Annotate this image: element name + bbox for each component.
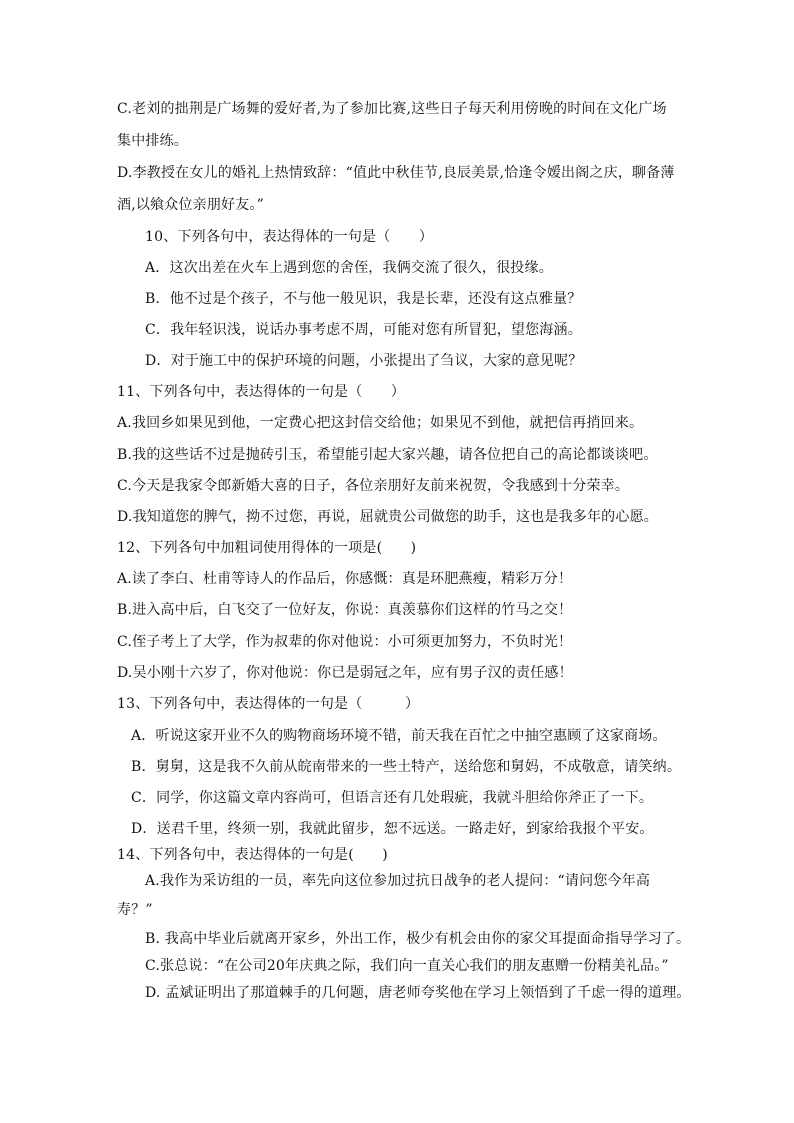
question-10: 10、下列各句中，表达得体的一句是（ ）	[145, 229, 434, 245]
option-a: A.读了李白、杜甫等诗人的作品后，你感慨：真是环肥燕瘦，精彩万分！	[117, 571, 573, 587]
option-a: A.我作为采访组的一员，率先向这位参加过抗日战争的老人提问：“请问您今年高	[145, 873, 651, 889]
option-c: C.张总说：“在公司20年庆典之际，我们向一直关心我们的朋友惠赠一份精美礼品。”	[145, 958, 669, 974]
option-b: B. 我高中毕业后就离开家乡，外出工作，极少有机会由你的家父耳提面命指导学习了。	[145, 931, 691, 947]
option-d: D.我知道您的脾气，拗不过您，再说，屈就贵公司做您的助手，这也是我多年的心愿。	[117, 509, 658, 525]
option-b: B．舅舅，这是我不久前从皖南带来的一些土特产，送给您和舅妈，不成敬意，请笑纳。	[131, 759, 682, 775]
option-a: A．听说这家开业不久的购物商场环境不错，前天我在百忙之中抽空惠顾了这家商场。	[131, 728, 667, 744]
question-11: 11、下列各句中，表达得体的一句是（ ）	[117, 384, 406, 400]
option-c: C.侄子考上了大学，作为叔辈的你对他说：小可须更加努力，不负时光！	[117, 634, 573, 650]
option-b: B．他不过是个孩子，不与他一般见识，我是长辈，还没有这点雅量？	[145, 291, 582, 307]
question-12: 12、下列各句中加粗词使用得体的一项是( )	[117, 540, 417, 556]
option-d: D.吴小刚十六岁了，你对他说：你已是弱冠之年，应有男子汉的责任感！	[117, 665, 573, 681]
text-line: C.老刘的拙荆是广场舞的爱好者,为了参加比赛,这些日子每天利用傍晚的时间在文化广场	[117, 101, 667, 117]
option-b: B.我的这些话不过是抛砖引玉，希望能引起大家兴趣，请各位把自己的高论都谈谈吧。	[117, 447, 658, 463]
text-line: D.李教授在女儿的婚礼上热情致辞：“值此中秋佳节,良辰美景,恰逢令嫒出阁之庆，聊备薄	[117, 165, 675, 181]
option-c: C．同学，你这篇文章内容尚可，但语言还有几处瑕疵，我就斗胆给你斧正了一下。	[131, 790, 654, 806]
text-line: 寿？”	[117, 902, 153, 918]
text-line: 集中排练。	[117, 133, 188, 149]
option-a: A.我回乡如果见到他，一定费心把这封信交给他；如果见不到他，就把信再捎回来。	[117, 415, 644, 431]
option-b: B.进入高中后，白飞交了一位好友，你说：真羡慕你们这样的竹马之交！	[117, 602, 573, 618]
text-line: 酒,以飨众位亲朋好友。”	[117, 197, 265, 213]
option-a: A．这次出差在火车上遇到您的舍侄，我俩交流了很久，很投缘。	[145, 260, 553, 276]
option-d: D．对于施工中的保护环境的问题，小张提出了刍议，大家的意见呢？	[145, 353, 583, 369]
option-d: D．送君千里，终须一别，我就此留步，恕不远送。一路走好，到家给我报个平安。	[131, 821, 654, 837]
question-14: 14、下列各句中，表达得体的一句是( )	[117, 847, 388, 863]
question-13: 13、下列各句中，表达得体的一句是（ ）	[117, 696, 420, 712]
option-d: D. 孟斌证明出了那道棘手的几何题，唐老师夸奖他在学习上领悟到了千虑一得的道理。	[145, 985, 691, 1001]
option-c: C.今天是我家令郎新婚大喜的日子，各位亲朋好友前来祝贺，令我感到十分荣幸。	[117, 478, 630, 494]
option-c: C．我年轻识浅，说话办事考虑不周，可能对您有所冒犯，望您海涵。	[145, 322, 582, 338]
